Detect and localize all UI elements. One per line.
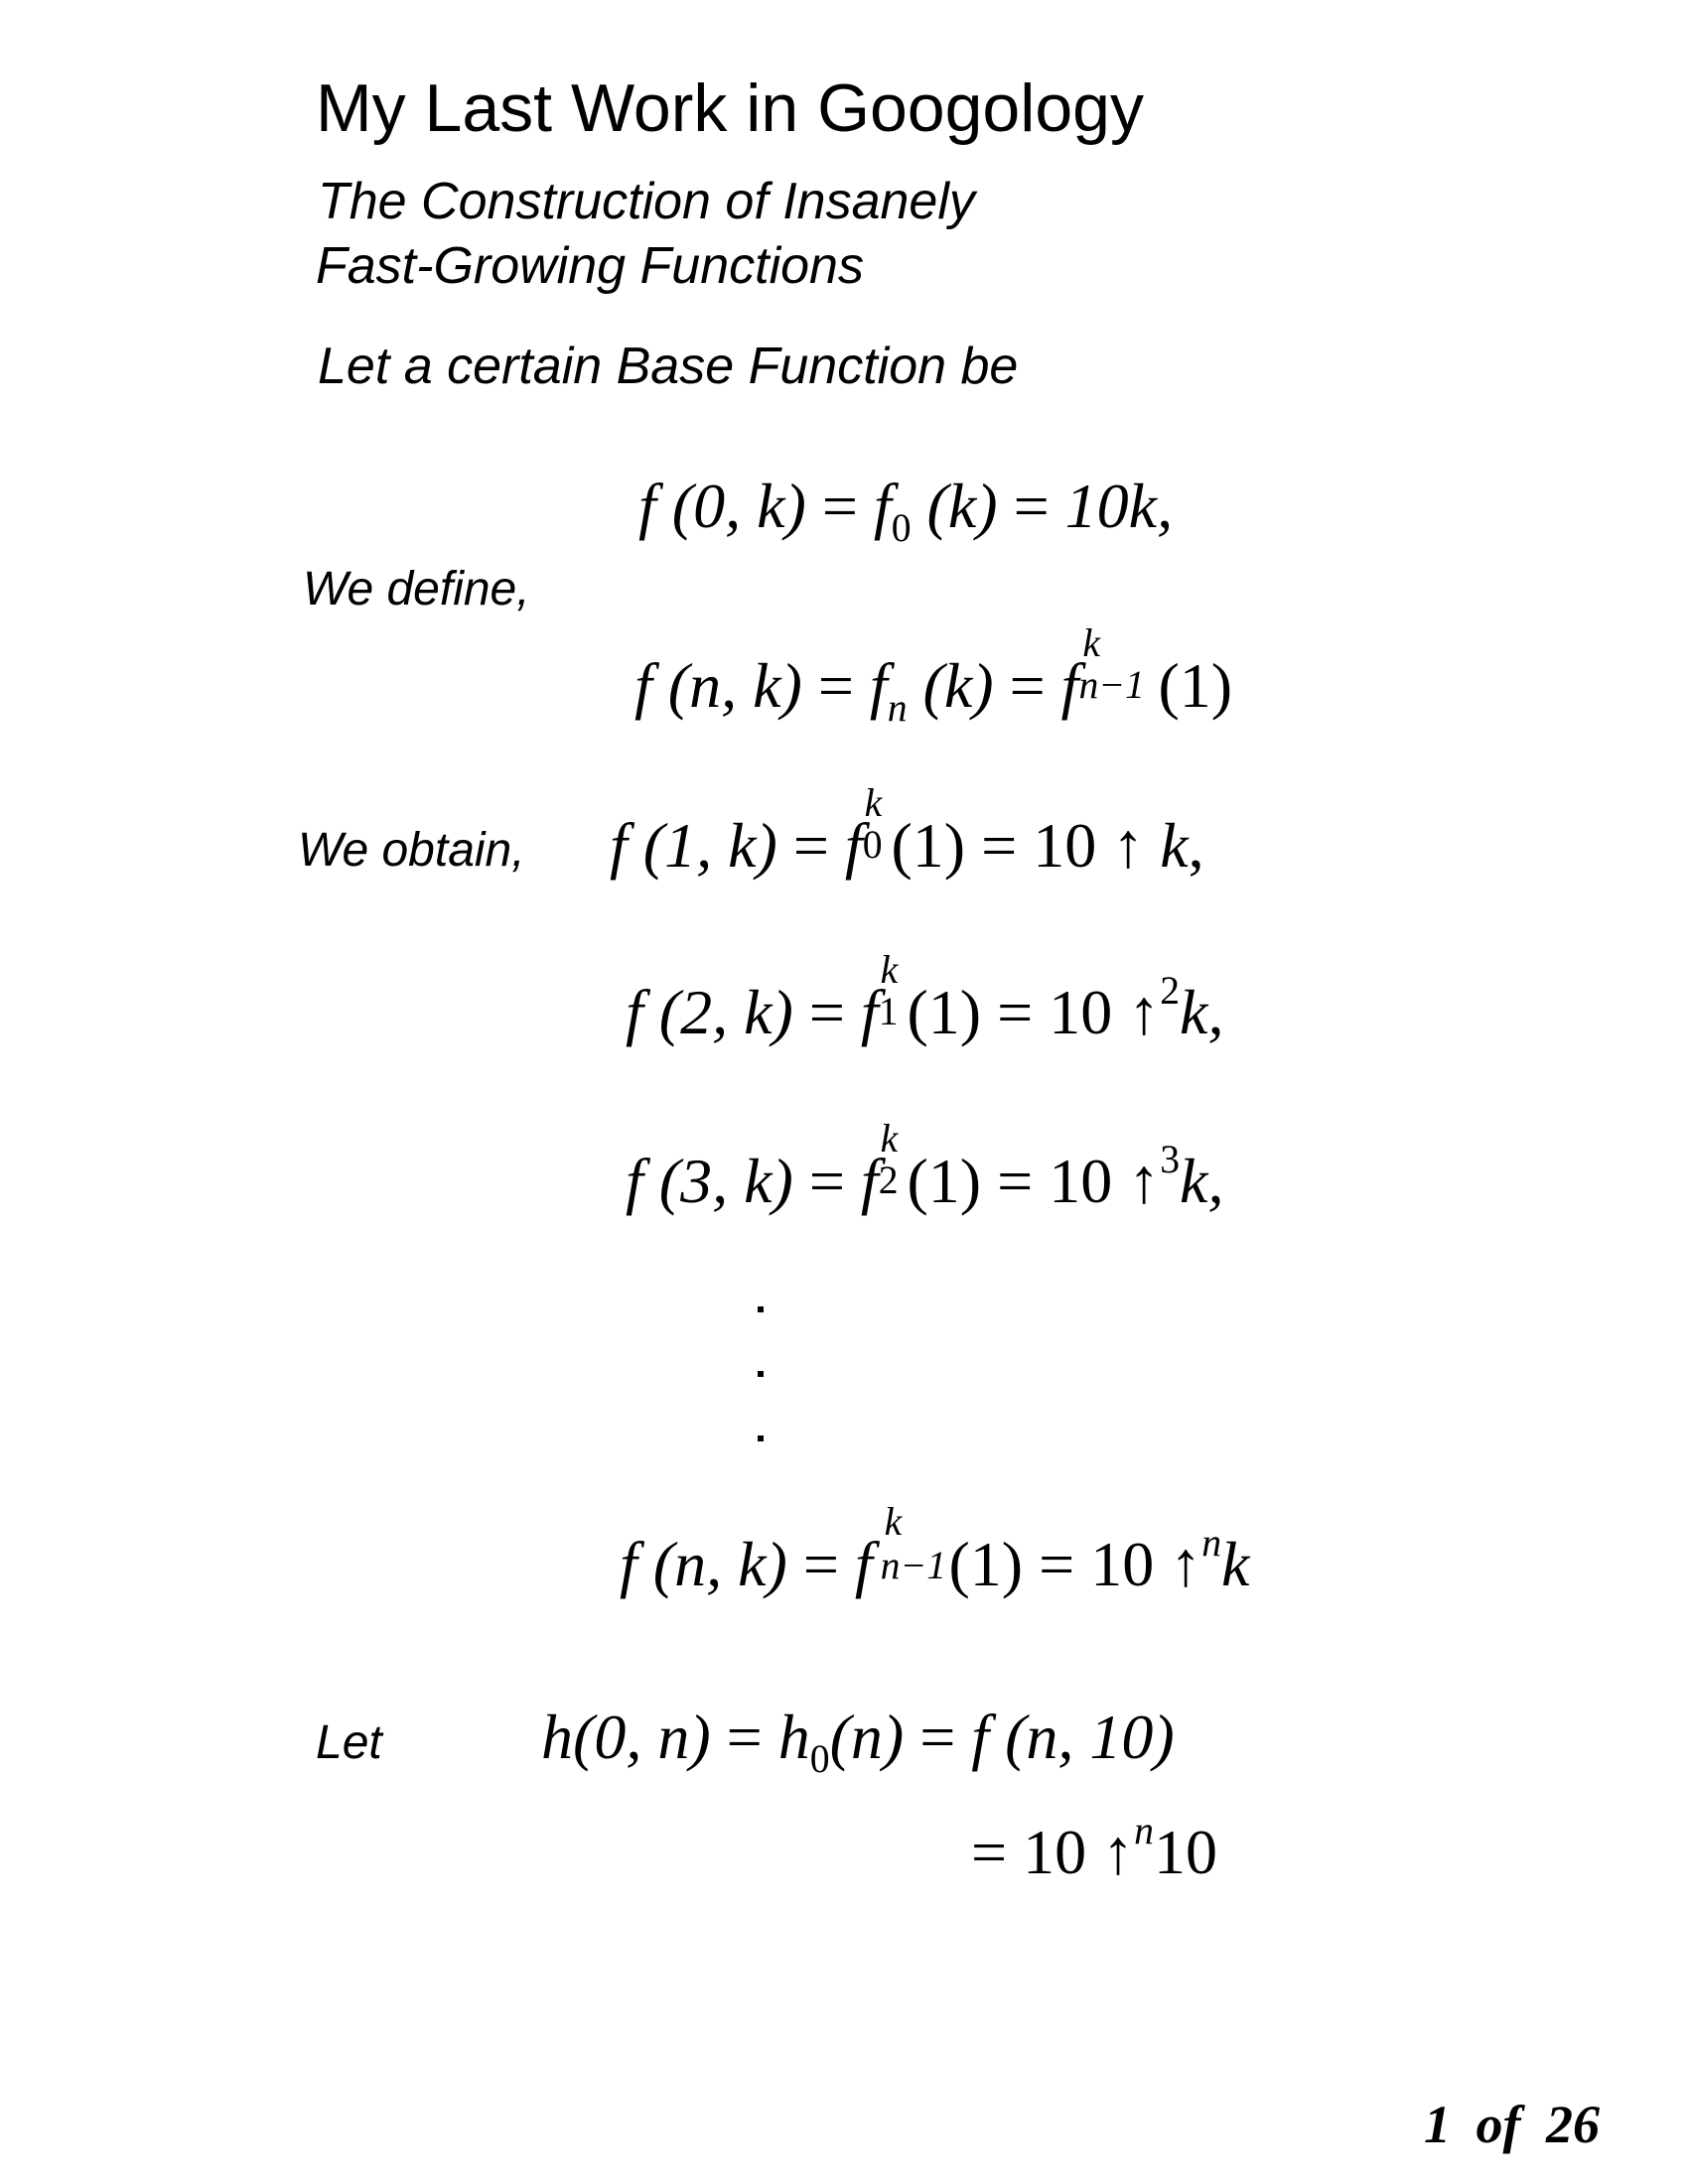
rhs: 10 ↑ k,: [1033, 810, 1204, 881]
equation-h-line2: = 10 ↑$^n$10: [971, 1809, 1217, 1887]
page-indicator: [1424, 2095, 1600, 2154]
equation-define: f (n, $k) = f_n$ (k) = f k n−1 (1): [634, 621, 1233, 730]
equation-h: h(0, $n) = h_0(n) = f$ (n, 10): [541, 1702, 1175, 1781]
subtitle-line-2: Fast-Growing Functions: [316, 237, 864, 295]
subtitle-line-1: The Construction of Insanely: [318, 173, 975, 230]
equation-base: f (0, $k) = f_0$ (k) = 10k,: [638, 471, 1174, 550]
ellipsis-dot: [758, 1371, 764, 1377]
page-title: My Last Work in Googology: [316, 70, 1144, 146]
equation-f3: f (3, k) = f k 2 (1) = 10 ↑$^3$k,: [626, 1117, 1224, 1216]
intro-text: Let a certain Base Function be: [318, 338, 1019, 395]
equation-f2: f (2, k) = f k 1 (1) = 10 ↑$^2$k,: [626, 948, 1224, 1047]
ellipsis-dot: [758, 1306, 764, 1312]
ellipsis-dot: [758, 1435, 764, 1441]
label-we-obtain: We obtain,: [298, 824, 525, 877]
label-let: Let: [316, 1716, 382, 1769]
page-current: 1: [1424, 2095, 1451, 2154]
equation-general: f (n, k) = f k n−1 (1) = 10 ↑$^n$k: [620, 1500, 1250, 1599]
page-of: of: [1476, 2095, 1521, 2154]
equation-f1: f (1, k) = f k 0 (1) = 10 ↑ k,: [610, 781, 1204, 881]
eq-lhs: f (0, k): [638, 471, 806, 541]
page-total: 26: [1545, 2095, 1600, 2154]
label-we-define: We define,: [303, 563, 530, 615]
